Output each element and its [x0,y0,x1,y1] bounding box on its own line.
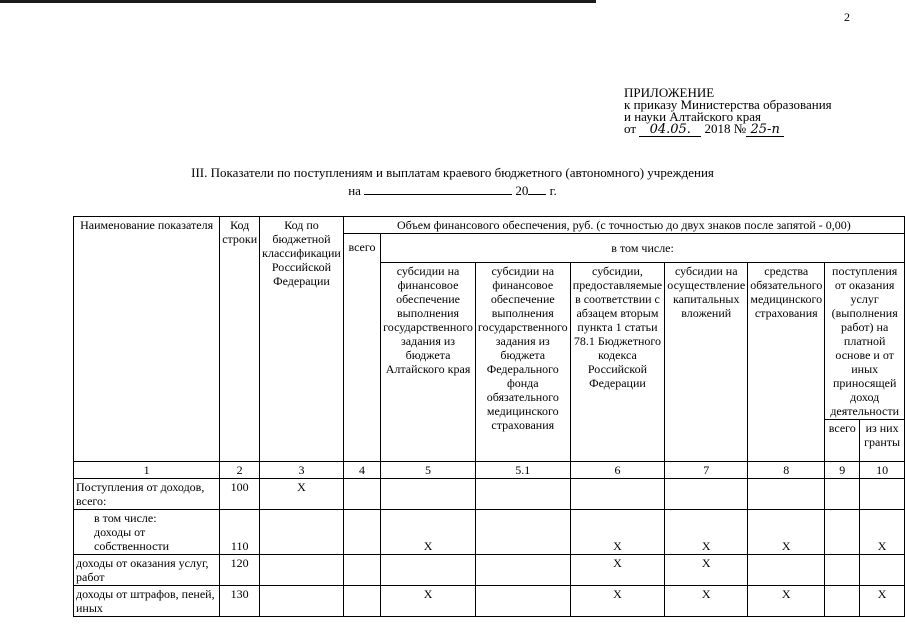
page-number: 2 [844,10,850,24]
cell-c9 [825,586,860,617]
header-col9: всего [825,420,860,462]
year-blank [528,183,546,195]
header-col6: субсидии, предоставляемые в соответствии с абзацем вторым пункта 1 статьи 78.1 Бюджетного кодекса Российской Федерации [570,263,665,462]
table-row [74,479,905,510]
header-including: в том числе: [381,234,905,263]
header-name: Наименование показателя [74,217,220,462]
col-number: 2 [220,462,260,479]
year-prefix: 20 [515,183,529,198]
order-number: 25-п [746,124,784,137]
year-suffix: г. [549,183,557,198]
header-col7: субсидии на осуществление капитальных вложений [665,263,748,462]
appendix-order-line: к приказу Министерства образования [624,97,832,112]
cell-c3 [260,586,344,617]
cell-c5 [381,479,476,510]
cell-c6: X [570,555,665,586]
cell-c5 [381,555,476,586]
cell-c4 [343,586,380,617]
cell-c9 [825,479,860,510]
cell-c10: X [860,510,905,555]
cell-c7: X [665,555,748,586]
row-name-prefix: в том числе: [94,511,157,525]
header-code-bk: Код по бюджетной классификации Российской Федерации [260,217,344,462]
col-number: 5.1 [475,462,570,479]
cell-c5: X [381,510,476,555]
header-volume: Объем финансового обеспечения, руб. (с точностью до двух знаков после запятой - 0,00) [343,217,904,234]
cell-c51 [475,479,570,510]
row-code: 130 [220,586,260,617]
cell-c7: X [665,510,748,555]
col-number: 1 [74,462,220,479]
appendix-ministry-line: и науки Алтайского края [624,109,761,124]
row-name: Поступления от доходов, всего: [74,479,220,510]
col-number: 3 [260,462,344,479]
on-label: на [348,183,361,198]
cell-c6 [570,479,665,510]
cell-c3: X [260,479,344,510]
col-number: 8 [748,462,825,479]
top-border-line [0,0,596,3]
col-number: 6 [570,462,665,479]
cell-c51 [475,510,570,555]
cell-c8 [748,555,825,586]
header-code-row: Код строки [220,217,260,462]
row-code: 110 [220,510,260,555]
table-row [74,510,905,555]
cell-c3 [260,555,344,586]
cell-c8 [748,479,825,510]
col-number: 5 [381,462,476,479]
cell-c4 [343,479,380,510]
cell-c10 [860,479,905,510]
header-paid-services: поступления от оказания услуг (выполнения работ) на платной основе и от иных приносящей доход деятельности [825,263,905,420]
col-number: 4 [343,462,380,479]
appendix-title: ПРИЛОЖЕНИЕ [624,85,715,100]
table-row [74,586,905,617]
from-label: от [624,121,637,136]
cell-c9 [825,555,860,586]
cell-c3 [260,510,344,555]
order-year: 2018 [704,121,731,136]
cell-c10 [860,555,905,586]
col-number: 7 [665,462,748,479]
header-total: всего [343,234,380,462]
table-row [74,555,905,586]
cell-c51 [475,555,570,586]
cell-c7 [665,479,748,510]
cell-c7: X [665,586,748,617]
cell-c8: X [748,510,825,555]
col-number: 10 [860,462,905,479]
header-col51: субсидии на финансовое обеспечение выполнения государственного задания из бюджета Федерального фонда обязательного медицинского страхования [475,263,570,462]
cell-c6: X [570,510,665,555]
header-col10: из них гранты [860,420,905,462]
header-col8: средства обязательного медицинского страхования [748,263,825,462]
cell-c6: X [570,586,665,617]
cell-c8: X [748,586,825,617]
header-col5: субсидии на финансовое обеспечение выполнения государственного задания из бюджета Алтайского края [381,263,476,462]
row-code: 120 [220,555,260,586]
appendix-date-line [624,123,832,137]
row-name [74,510,220,555]
financial-table [73,216,905,617]
number-label: № [733,121,747,136]
appendix-block [624,87,832,137]
row-name: доходы от оказания услуг, работ [74,555,220,586]
cell-c4 [343,510,380,555]
section-title: III. Показатели по поступлениям и выплатам краевого бюджетного (автономного) учреждения [191,165,714,180]
cell-c10: X [860,586,905,617]
cell-c51 [475,586,570,617]
order-date: 04.05. [639,124,701,137]
cell-c4 [343,555,380,586]
row-code: 100 [220,479,260,510]
date-blank [364,183,512,195]
cell-c9 [825,510,860,555]
cell-c5: X [381,586,476,617]
row-name-sub: доходы от собственности [94,525,170,553]
col-number: 9 [825,462,860,479]
section-date-line [0,183,905,199]
row-name: доходы от штрафов, пеней, иных [74,586,220,617]
